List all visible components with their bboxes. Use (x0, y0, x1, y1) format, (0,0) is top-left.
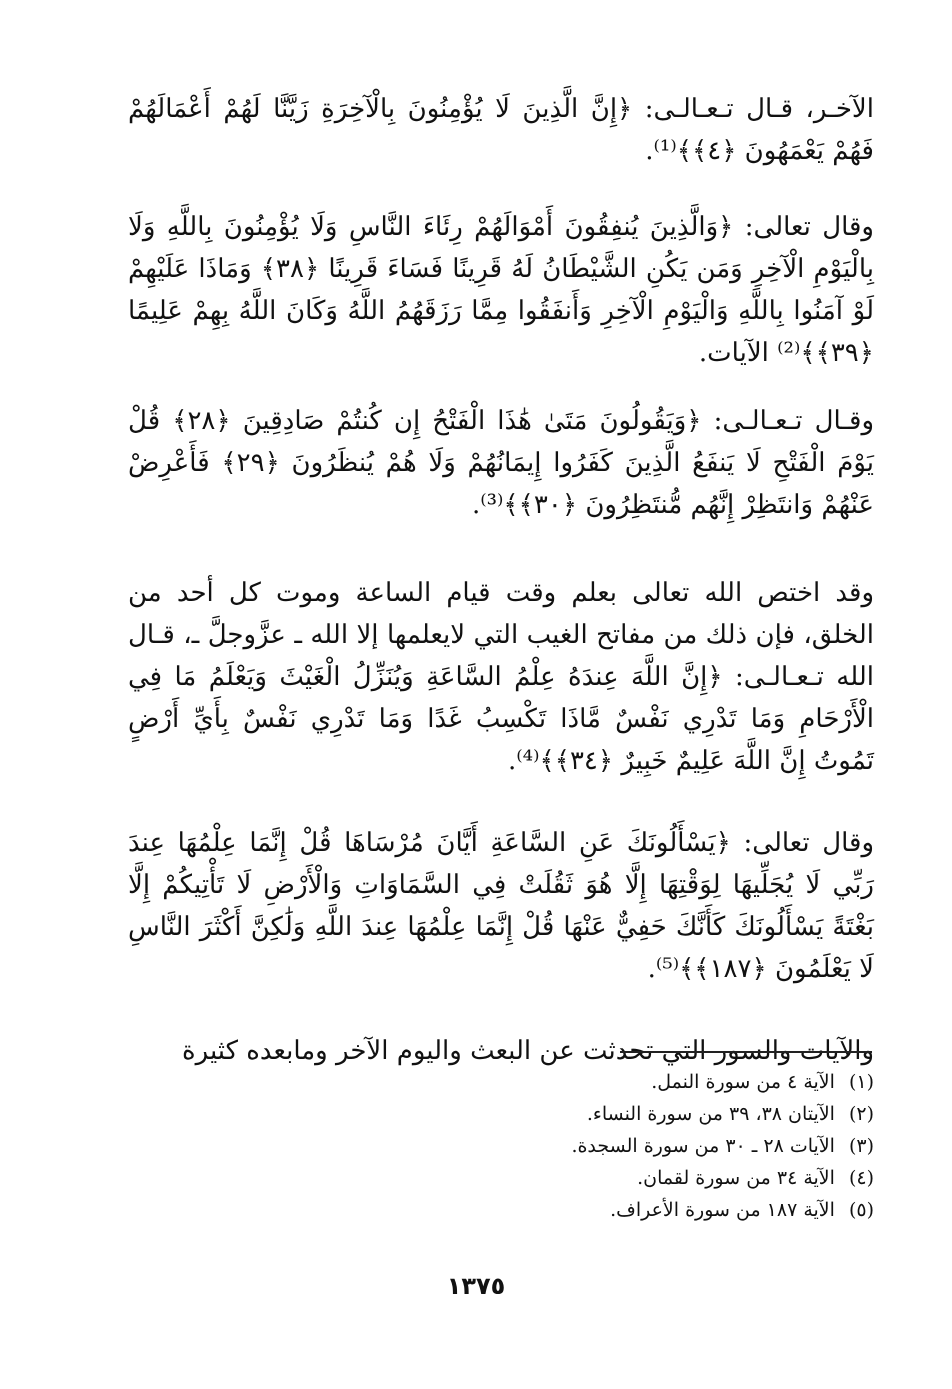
footnote-text: الآية ٤ من سورة النمل. (651, 1071, 835, 1093)
paragraph-al-araf: وقال تعالى: ﴿يَسْأَلُونَكَ عَنِ السَّاعَةِ أَيَّانَ مُرْسَاهَا قُلْ إِنَّمَا عِلْمُهَا عِندَ رَبِّي لَا يُجَلِّيهَا لِوَقْتِهَا إِلَّا هُوَ ثَقُلَتْ فِي السَّمَاوَاتِ وَالْأَرْضِ لَا تَأْتِيكُمْ إِلَّا بَغْتَةً يَسْأَلُونَكَ كَأَنَّكَ حَفِيٌّ عَنْهَا قُلْ إِنَّمَا عِلْمُهَا عِندَ اللَّهِ وَلَٰكِنَّ أَكْثَرَ النَّاسِ لَا يَعْلَمُونَ ﴿١٨٧﴾﴾⁽⁵⁾. (128, 828, 874, 984)
page-number: ١٣٧٥ (446, 1272, 506, 1300)
footnote-text: الآيات ٢٨ ـ ٣٠ من سورة السجدة. (571, 1135, 835, 1157)
footnote (274, 1162, 874, 1194)
footnote-divider (620, 1051, 872, 1053)
footnote-text: الآيتان ٣٨، ٣٩ من سورة النساء. (586, 1103, 835, 1125)
footnote-number: (١) (848, 1071, 874, 1093)
main-text (128, 88, 874, 1072)
paragraph-luqman: وقد اختص الله تعالى بعلم وقت قيام الساعة وموت كل أحد من الخلق، فإن ذلك من مفاتح الغيب التي لايعلمها إلا الله ـ عزَّوجلَّ ـ، قـال الله تـعـالـى: ﴿إِنَّ اللَّهَ عِندَهُ عِلْمُ السَّاعَةِ وَيُنَزِّلُ الْغَيْثَ وَيَعْلَمُ مَا فِي الْأَرْحَامِ وَمَا تَدْرِي نَفْسٌ مَّاذَا تَكْسِبُ غَدًا وَمَا تَدْرِي نَفْسٌ بِأَيِّ أَرْضٍ تَمُوتُ إِنَّ اللَّهَ عَلِيمٌ خَبِيرٌ ﴿٣٤﴾﴾⁽⁴⁾. (128, 578, 874, 776)
footnote-number: (٣) (848, 1135, 874, 1157)
paragraph-as-sajdah: وقـال تـعـالـى: ﴿وَيَقُولُونَ مَتَىٰ هَٰذَا الْفَتْحُ إِن كُنتُمْ صَادِقِينَ ﴿٢٨﴾ قُلْ يَوْمَ الْفَتْحِ لَا يَنفَعُ الَّذِينَ كَفَرُوا إِيمَانُهُمْ وَلَا هُمْ يُنظَرُونَ ﴿٢٩﴾ فَأَعْرِضْ عَنْهُمْ وَانتَظِرْ إِنَّهُم مُّنتَظِرُونَ ﴿٣٠﴾﴾⁽³⁾. (128, 406, 874, 520)
footnote-number: (٢) (848, 1103, 874, 1125)
footnote (274, 1098, 874, 1130)
footnotes (274, 1066, 874, 1226)
paragraph-an-nisa: وقال تعالى: ﴿وَالَّذِينَ يُنفِقُونَ أَمْوَالَهُمْ رِئَاءَ النَّاسِ وَلَا يُؤْمِنُونَ بِاللَّهِ وَلَا بِالْيَوْمِ الْآخِرِ وَمَن يَكُنِ الشَّيْطَانُ لَهُ قَرِينًا فَسَاءَ قَرِينًا ﴿٣٨﴾ وَمَاذَا عَلَيْهِمْ لَوْ آمَنُوا بِاللَّهِ وَالْيَوْمِ الْآخِرِ وَأَنفَقُوا مِمَّا رَزَقَهُمُ اللَّهُ وَكَانَ اللَّهُ بِهِمْ عَلِيمًا ﴿٣٩﴾﴾⁽²⁾ الآيات. (128, 212, 874, 368)
paragraph-an-naml: الآخـر، قـال تـعـالـى: ﴿إِنَّ الَّذِينَ لَا يُؤْمِنُونَ بِالْآخِرَةِ زَيَّنَّا لَهُمْ أَعْمَالَهُمْ فَهُمْ يَعْمَهُونَ ﴿٤﴾﴾⁽¹⁾. (128, 94, 874, 166)
footnote-number: (٥) (848, 1199, 874, 1221)
footnote-number: (٤) (848, 1167, 874, 1189)
footnote (274, 1130, 874, 1162)
footnote (274, 1194, 874, 1226)
paragraph-closing: والآيات والسور التي تحدثت عن البعث واليوم الآخر ومابعده كثيرة (181, 1036, 874, 1066)
footnote-text: الآية ١٨٧ من سورة الأعراف. (610, 1199, 835, 1221)
footnote (274, 1066, 874, 1098)
footnote-text: الآية ٣٤ من سورة لقمان. (637, 1167, 835, 1189)
